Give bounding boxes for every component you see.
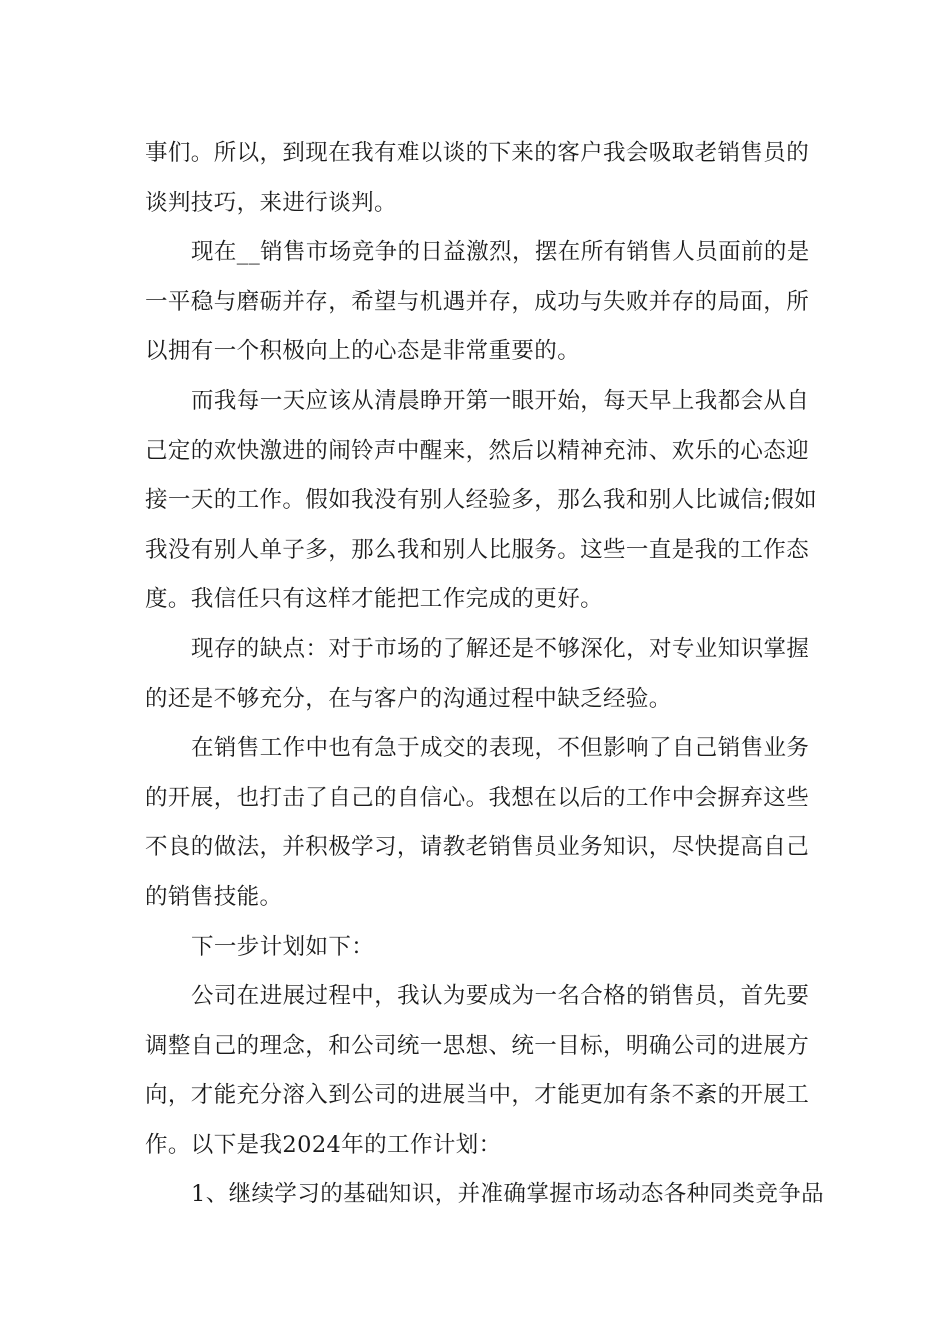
text-line: 谈判技巧，来进行谈判。 bbox=[145, 189, 397, 216]
text-line: 我没有别人单子多，那么我和别人比服务。这些一直是我的工作态 bbox=[145, 536, 810, 563]
paragraph-start-line: 下一步计划如下： bbox=[191, 933, 375, 960]
text-line: 的开展，也打击了自己的自信心。我想在以后的工作中会摒弃这些 bbox=[145, 784, 810, 811]
document-body bbox=[145, 129, 825, 1220]
text-line: 度。我信任只有这样才能把工作完成的更好。 bbox=[145, 586, 604, 613]
text-line: 作。以下是我2024年的工作计划： bbox=[145, 1131, 502, 1158]
text-line: 向，才能充分溶入到公司的进展当中，才能更加有条不紊的开展工 bbox=[145, 1082, 810, 1109]
text-line: 事们。所以，到现在我有难以谈的下来的客户我会吸取老销售员的 bbox=[145, 140, 810, 166]
paragraph-start-line: 而我每一天应该从清晨睁开第一眼开始，每天早上我都会从自 bbox=[191, 387, 810, 414]
text-line: 调整自己的理念，和公司统一思想、统一目标，明确公司的进展方 bbox=[145, 1032, 810, 1059]
paragraph-start-line: 在销售工作中也有急于成交的表现，不但影响了自己销售业务 bbox=[191, 735, 810, 762]
text-line: 一平稳与磨砺并存，希望与机遇并存，成功与失败并存的局面，所 bbox=[145, 288, 810, 315]
text-line: 接一天的工作。假如我没有别人经验多，那么我和别人比诚信;假如 bbox=[145, 487, 818, 514]
text-line: 不良的做法，并积极学习，请教老销售员业务知识，尽快提高自己 bbox=[145, 834, 810, 861]
text-line: 己定的欢快激进的闹铃声中醒来，然后以精神充沛、欢乐的心态迎 bbox=[145, 437, 810, 464]
paragraph-start-line: 公司在进展过程中，我认为要成为一名合格的销售员，首先要 bbox=[191, 983, 810, 1010]
paragraph-start-line: 现在__销售市场竞争的日益激烈，摆在所有销售人员面前的是 bbox=[191, 239, 810, 266]
list-item-line: 1、继续学习的基础知识，并准确掌握市场动态各种同类竞争品 bbox=[191, 1181, 825, 1208]
text-line: 以拥有一个积极向上的心态是非常重要的。 bbox=[145, 338, 581, 365]
paragraph-start-line: 现存的缺点：对于市场的了解还是不够深化，对专业知识掌握 bbox=[191, 635, 810, 662]
text-line: 的销售技能。 bbox=[145, 883, 283, 910]
text-line: 的还是不够充分，在与客户的沟通过程中缺乏经验。 bbox=[145, 685, 672, 712]
